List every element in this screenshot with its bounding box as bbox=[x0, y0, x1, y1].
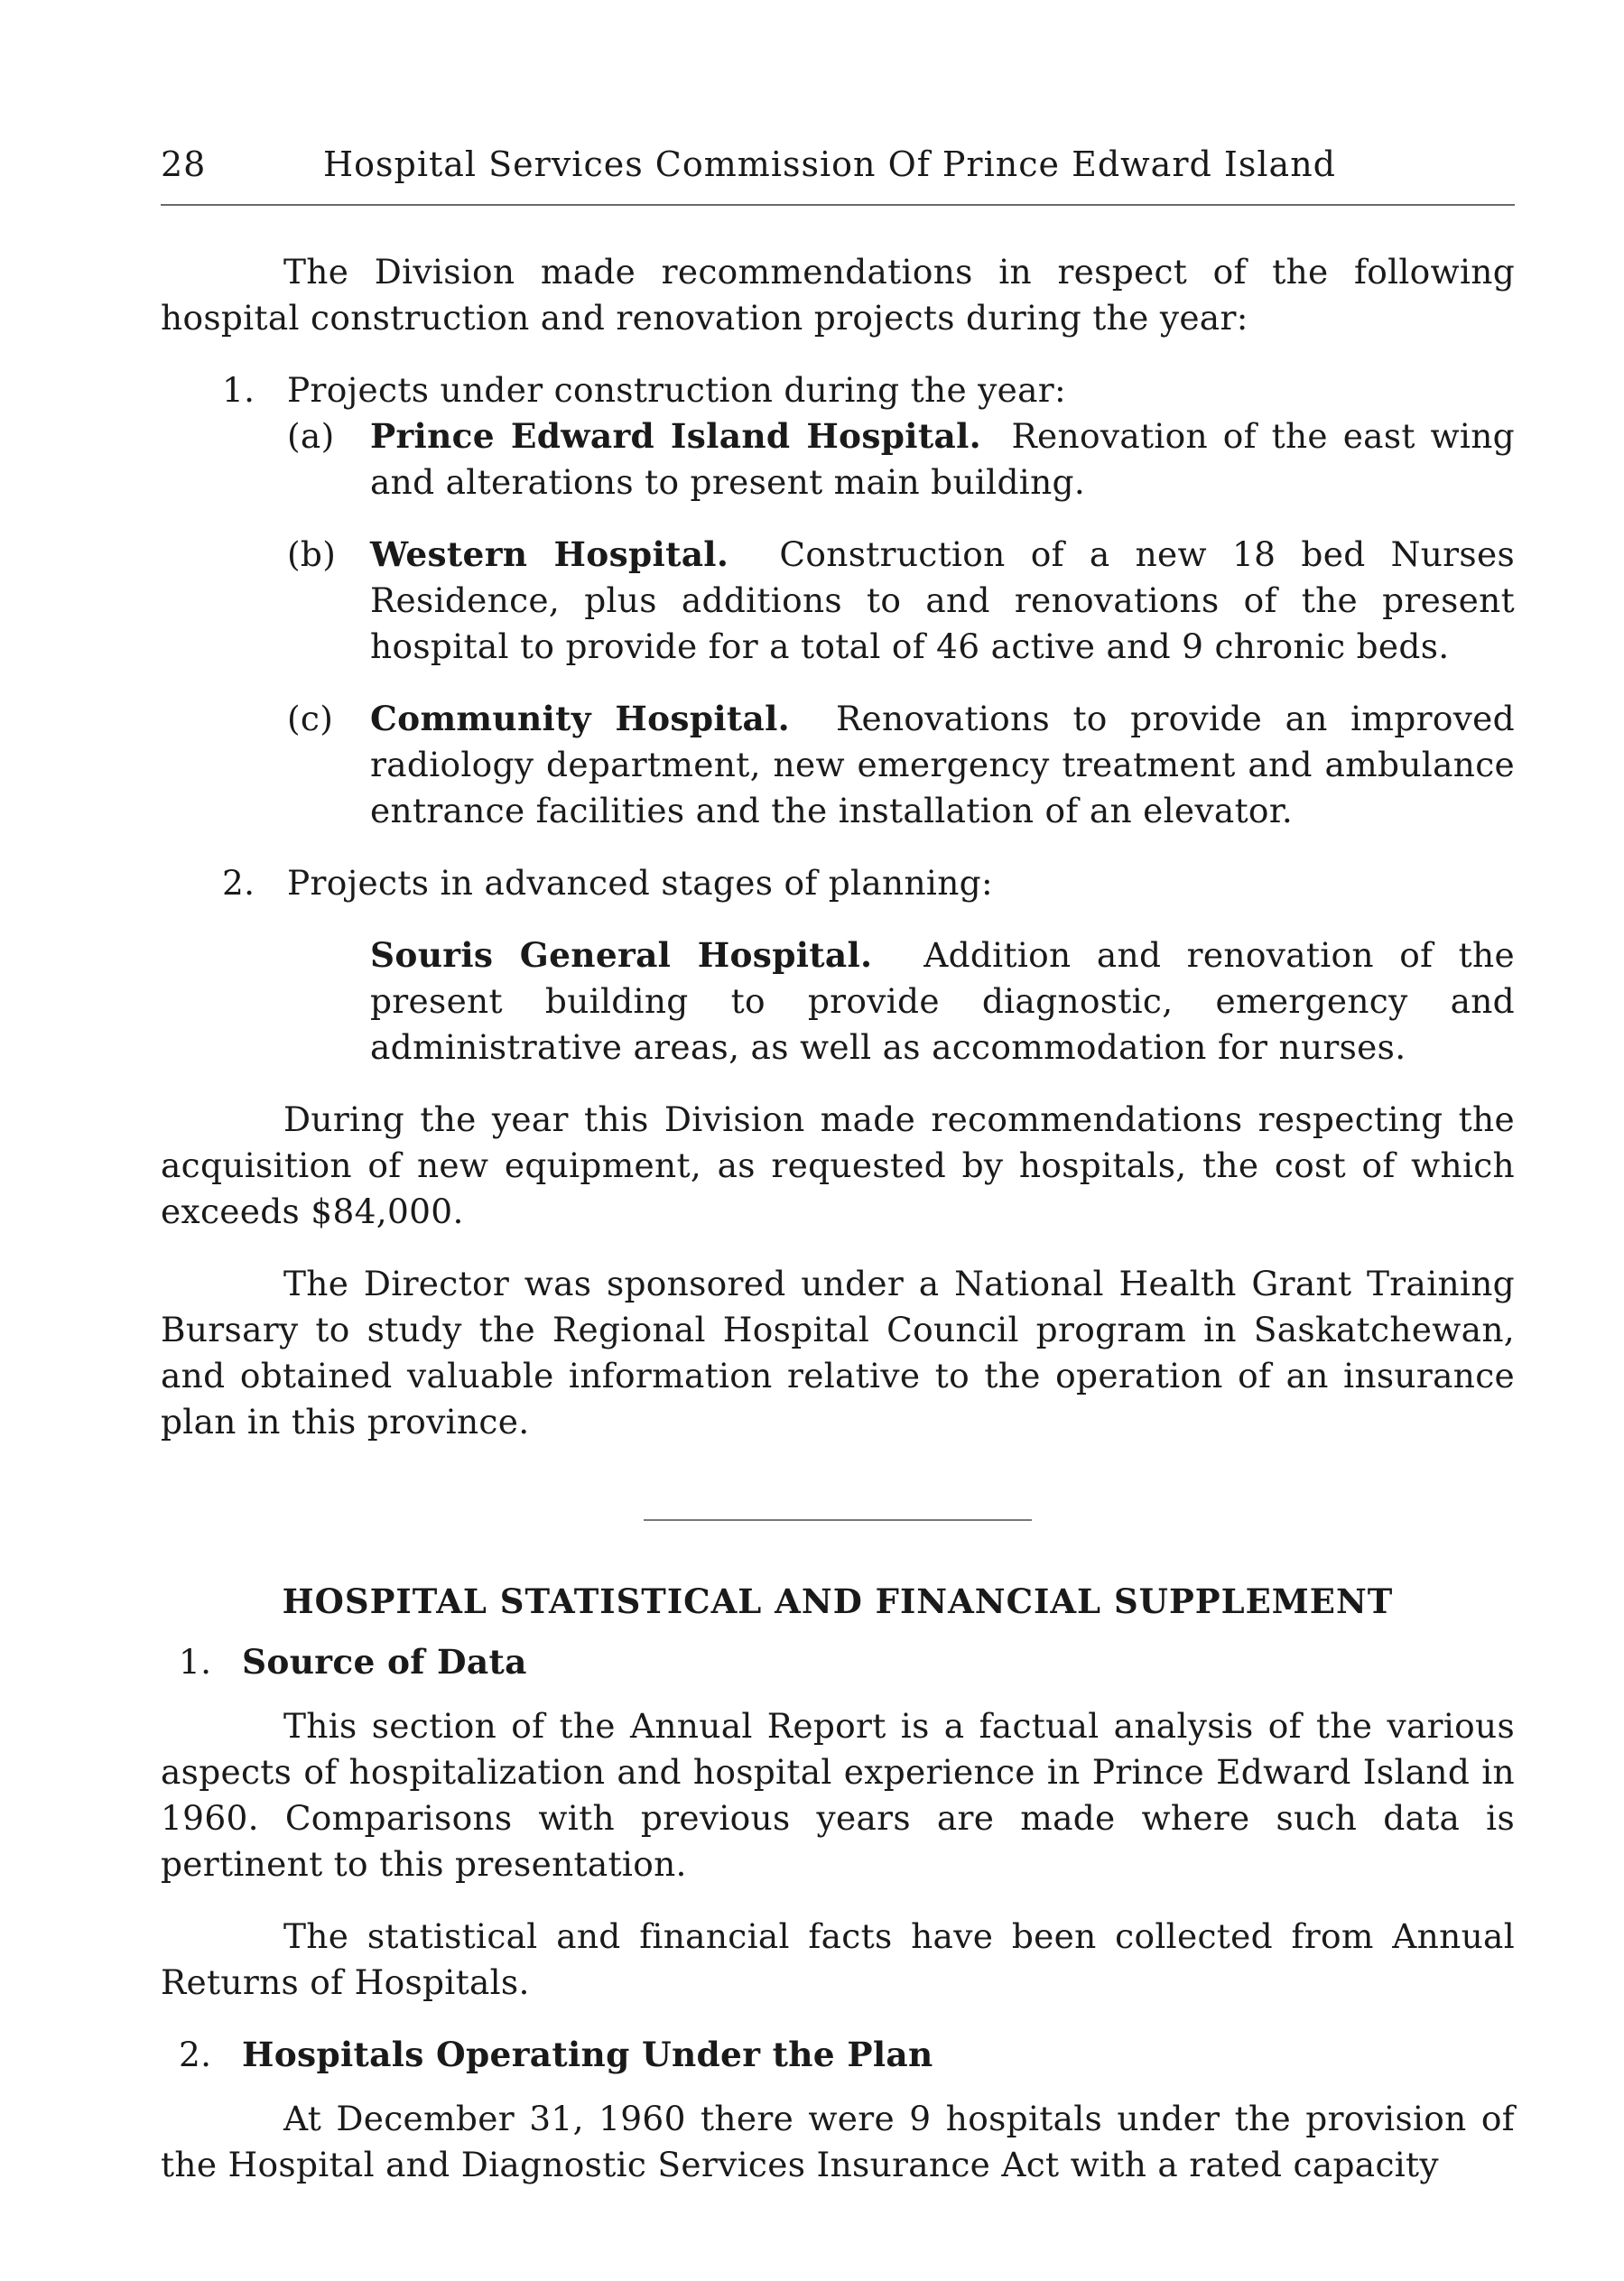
source-paragraph-1: This section of the Annual Report is a factual analysis of the various aspects of hospitalization and hospital experience in Prince Edward Island in 1960. Comparisons with previous years are made where such data is pertinent to this presentation. bbox=[161, 1706, 1515, 1884]
subitem-letter: (b) bbox=[287, 534, 337, 574]
hospital-name: Western Hospital. bbox=[370, 534, 729, 574]
hospital-name: Prince Edward Island Hospital. bbox=[370, 416, 981, 456]
page-number: 28 bbox=[161, 144, 207, 184]
section-title: HOSPITAL STATISTICAL AND FINANCIAL SUPPLEMENT bbox=[282, 1581, 1394, 1621]
director-paragraph: The Director was sponsored under a National Health Grant Training Bursary to study the Regional Hospital Council program in Saskatchewan, and obtained valuable information relative to the operation of an insurance plan in this province. bbox=[161, 1264, 1515, 1442]
intro-paragraph: The Division made recommendations in respect of the following hospital construction and renovation projects during the year: bbox=[161, 252, 1515, 338]
subsection-number: 1. bbox=[179, 1642, 212, 1682]
subsection-heading-1 bbox=[161, 1639, 1515, 1685]
hospital-name: Community Hospital. bbox=[370, 699, 791, 738]
list-heading: Projects under construction during the year: bbox=[287, 370, 1066, 410]
subsection-title: Hospitals Operating Under the Plan bbox=[242, 2035, 933, 2074]
subitem-a bbox=[161, 413, 1515, 505]
page-body bbox=[161, 249, 1515, 2214]
list-number: 1. bbox=[222, 370, 255, 410]
running-title: Hospital Services Commission Of Prince Edward Island bbox=[323, 144, 1337, 184]
subitem-b bbox=[161, 532, 1515, 670]
subitem-c bbox=[161, 696, 1515, 834]
hospitals-paragraph: At December 31, 1960 there were 9 hospitals under the provision of the Hospital and Diagnostic Services Insurance Act with a rated capacity bbox=[161, 2099, 1515, 2184]
section-divider bbox=[644, 1519, 1032, 1521]
equipment-paragraph: During the year this Division made recommendations respecting the acquisition of new equipment, as requested by hospitals, the cost of which exceeds $84,000. bbox=[161, 1099, 1515, 1231]
source-paragraph-2: The statistical and financial facts have been collected from Annual Returns of Hospitals. bbox=[161, 1916, 1515, 2002]
subsection-heading-2 bbox=[161, 2032, 1515, 2078]
list-item-1 bbox=[161, 367, 1515, 413]
subsection-number: 2. bbox=[179, 2035, 212, 2074]
planning-project bbox=[161, 932, 1515, 1071]
project-description: Construction of a new 18 bed Nurses Residence, plus additions to and renovations of the present hospital to provide for a total of 46 active and 9 chronic beds. bbox=[370, 534, 1515, 666]
list-item-2 bbox=[161, 860, 1515, 906]
subsection-title: Source of Data bbox=[242, 1642, 527, 1682]
subitem-letter: (c) bbox=[287, 699, 334, 738]
project-description: Addition and renovation of the present building to provide diagnostic, emergency and administrative areas, as well as accommodation for nurses. bbox=[370, 935, 1515, 1067]
hospital-name: Souris General Hospital. bbox=[370, 935, 873, 975]
list-heading: Projects in advanced stages of planning: bbox=[287, 863, 993, 903]
project-description: Renovation of the east wing and alterations to present main building. bbox=[370, 416, 1515, 502]
subitem-letter: (a) bbox=[287, 416, 335, 456]
project-description: Renovations to provide an improved radiology department, new emergency treatment and ambulance entrance facilities and the installation of an elevator. bbox=[370, 699, 1515, 830]
list-number: 2. bbox=[222, 863, 255, 903]
header-rule bbox=[161, 204, 1515, 206]
